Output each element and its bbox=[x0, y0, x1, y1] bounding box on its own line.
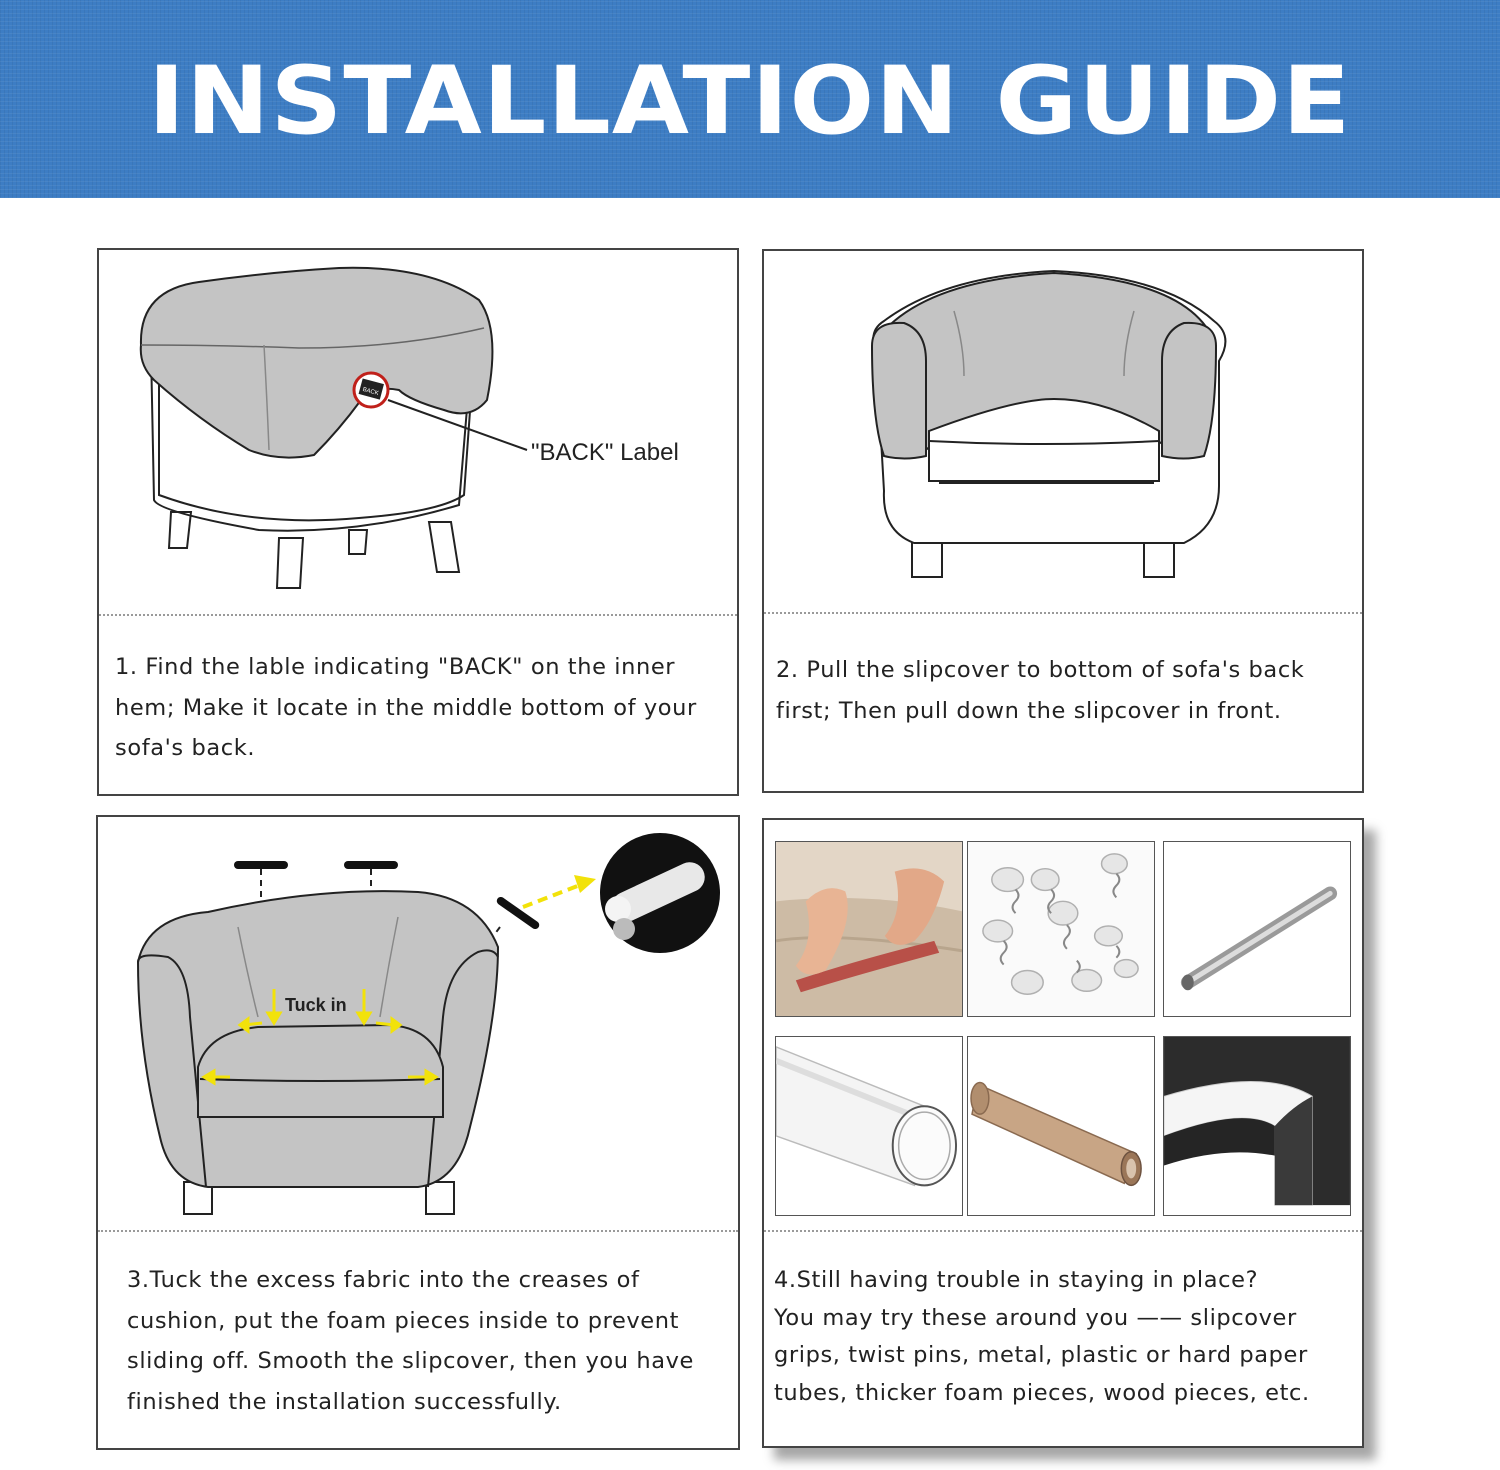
step-2-panel bbox=[762, 249, 1364, 793]
foam-piece-icon bbox=[495, 895, 541, 930]
page-title: INSTALLATION GUIDE bbox=[148, 46, 1352, 156]
step-4-panel bbox=[762, 818, 1364, 1448]
twist-pins-icon bbox=[968, 842, 1154, 1016]
caption-line: grips, twist pins, metal, plastic or hard paper bbox=[774, 1342, 1308, 1368]
paper-tube-thumbnail bbox=[967, 1036, 1155, 1216]
plastic-tube-icon bbox=[776, 1037, 962, 1215]
paper-tube-icon bbox=[968, 1037, 1154, 1215]
caption-line: cushion, put the foam pieces inside to prevent bbox=[127, 1307, 680, 1334]
title-banner bbox=[0, 0, 1500, 198]
step-2-caption bbox=[776, 650, 1352, 731]
foam-strip-thumbnail bbox=[1163, 1036, 1351, 1216]
plastic-tube-thumbnail bbox=[775, 1036, 963, 1216]
step-1-panel bbox=[97, 248, 739, 796]
foam-strip-icon bbox=[1164, 1037, 1350, 1215]
foam-piece-icon bbox=[344, 861, 398, 869]
metal-tube-thumbnail bbox=[1163, 841, 1351, 1017]
back-label-callout: "BACK" Label bbox=[531, 439, 679, 466]
caption-line: 1. Find the lable indicating "BACK" on the inner bbox=[115, 654, 676, 680]
step-4-caption bbox=[774, 1262, 1352, 1412]
hands-tucking-icon bbox=[776, 842, 962, 1016]
chair-back-label-illustration bbox=[99, 250, 741, 610]
caption-line: 3.Tuck the excess fabric into the creases of bbox=[127, 1267, 640, 1293]
step-1-caption bbox=[115, 647, 727, 769]
panel-divider bbox=[99, 614, 737, 616]
caption-line: sliding off. Smooth the slipcover, then you have bbox=[127, 1348, 694, 1374]
caption-line: 4.Still having trouble in staying in place? bbox=[774, 1267, 1259, 1293]
chair-front-illustration bbox=[764, 251, 1366, 611]
step-3-panel bbox=[96, 815, 740, 1450]
caption-line: hem; Make it locate in the middle bottom of your bbox=[115, 694, 697, 721]
twist-pins-thumbnail bbox=[967, 841, 1155, 1017]
caption-line: first; Then pull down the slipcover in front. bbox=[776, 697, 1282, 724]
hands-tucking-thumbnail bbox=[775, 841, 963, 1017]
caption-line: You may try these around you —— slipcover bbox=[774, 1304, 1297, 1331]
panel-divider bbox=[98, 1230, 738, 1232]
back-tag-text: BACK bbox=[361, 386, 380, 397]
caption-line: tubes, thicker foam pieces, wood pieces, etc. bbox=[774, 1379, 1310, 1406]
chair-tuck-illustration bbox=[98, 817, 742, 1227]
foam-piece-icon bbox=[234, 861, 288, 869]
panel-divider bbox=[764, 612, 1362, 614]
caption-line: 2. Pull the slipcover to bottom of sofa's back bbox=[776, 657, 1305, 683]
step-3-caption bbox=[127, 1260, 728, 1422]
caption-line: finished the installation successfully. bbox=[127, 1388, 562, 1415]
caption-line: sofa's back. bbox=[115, 735, 256, 761]
panel-divider bbox=[764, 1230, 1362, 1232]
tuck-in-label: Tuck in bbox=[285, 995, 347, 1015]
metal-tube-icon bbox=[1164, 842, 1350, 1016]
